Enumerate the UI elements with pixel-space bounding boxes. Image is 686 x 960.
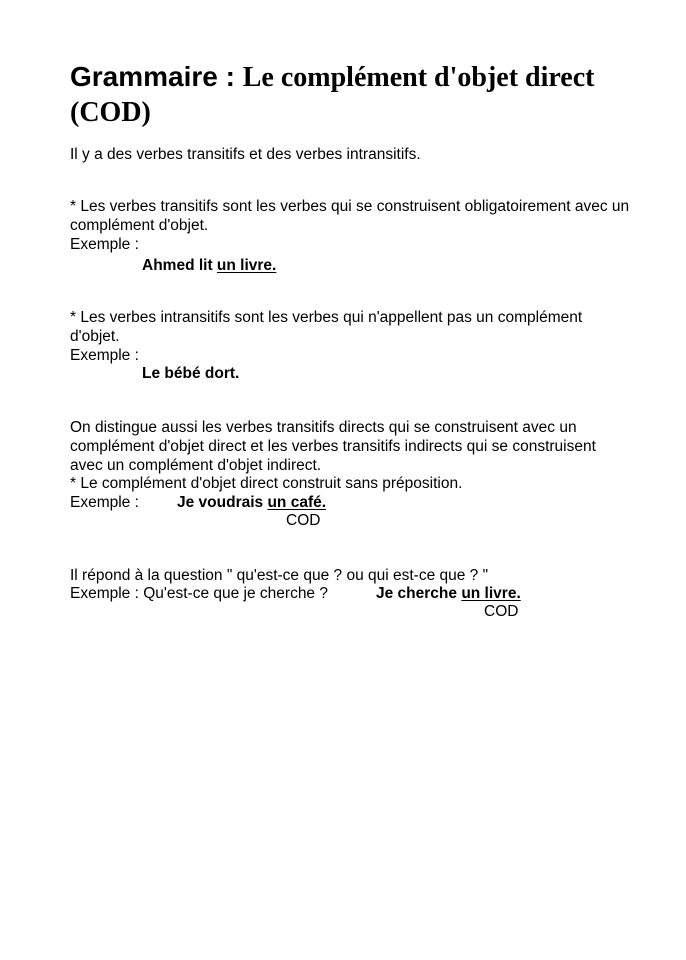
intransitive-example-label: Exemple : [70, 347, 139, 364]
intro-text: Il y a des verbes transitifs et des verbes intransitifs. [70, 146, 421, 163]
question-example-label: Exemple : Qu'est-ce que je cherche ? [70, 585, 328, 602]
intransitive-example: Le bébé dort. [142, 365, 240, 382]
question-answer-subject: Je cherche [376, 585, 462, 602]
distinction-rule: * Le complément d'objet direct construit sans préposition. [70, 475, 463, 492]
question-text: Il répond à la question " qu'est-ce que ? ou qui est-ce que ? " [70, 567, 489, 584]
page-title [70, 60, 660, 130]
transitive-definition: * Les verbes transitifs sont les verbes qui se construisent obligatoirement avec un complément d'objet. [70, 198, 630, 234]
distinction-example [177, 493, 326, 512]
transitive-example-label: Exemple : [70, 236, 139, 253]
title-label: Grammaire : [70, 61, 235, 92]
distinction-paragraph: On distingue aussi les verbes transitifs directs qui se construisent avec un complément d'objet direct et les verbes transitifs indirects qui se construisent avec un complément d'objet indirect. [70, 419, 596, 474]
cod-annotation-2: COD [484, 603, 519, 620]
intransitive-definition: * Les verbes intransitifs sont les verbes qui n'appellent pas un complément d'objet. [70, 309, 583, 345]
transitive-example-object: un livre. [216, 257, 277, 274]
question-answer [376, 584, 521, 603]
transitive-example-subject: Ahmed lit [142, 257, 217, 274]
cod-annotation: COD [286, 512, 321, 529]
distinction-example-label: Exemple : [70, 494, 139, 511]
distinction-example-subject: Je voudrais [177, 494, 268, 511]
question-answer-object: un livre. [461, 585, 521, 602]
distinction-example-object: un café. [267, 494, 327, 511]
transitive-example [142, 256, 276, 275]
title-subject: Le complément d'objet direct (COD) [70, 62, 595, 128]
